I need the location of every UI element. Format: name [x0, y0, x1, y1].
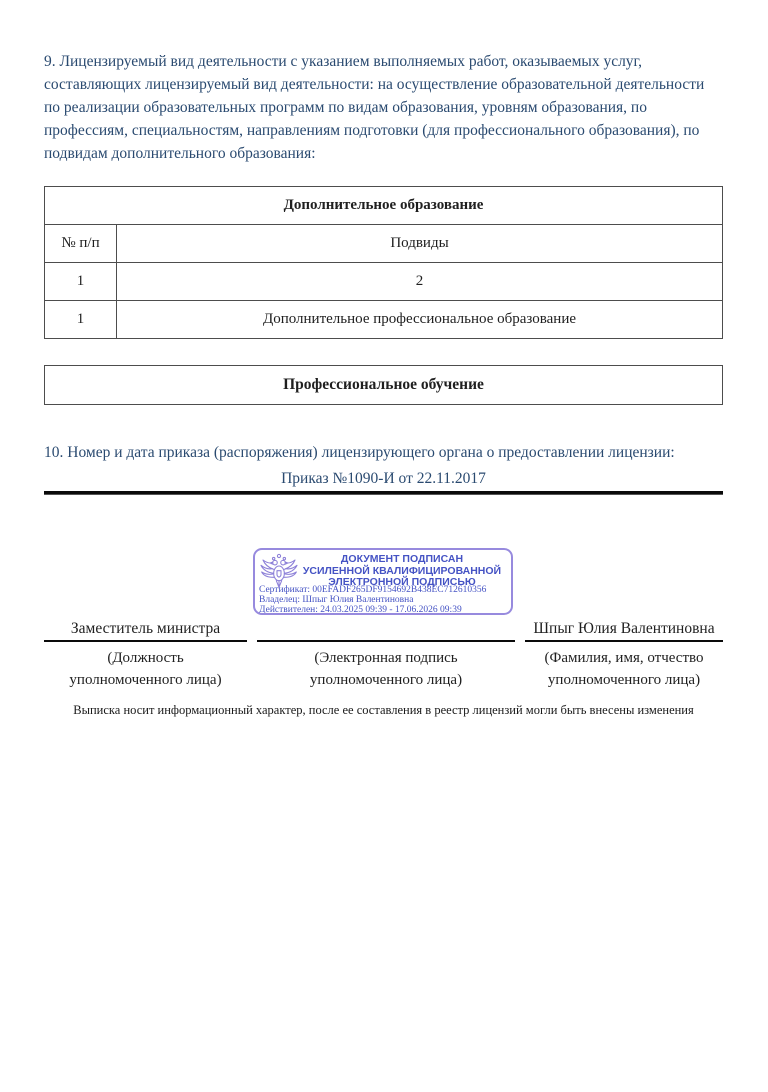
position-caption-line2: уполномоченного лица) — [69, 672, 222, 688]
esign-caption-line1: (Электронная подпись — [314, 650, 458, 666]
esign-value-empty — [257, 617, 515, 638]
education-table — [44, 186, 723, 339]
stamp-certificate-line: Сертификат: 00EFADF265DF9154692B438EC712610356 — [259, 585, 487, 595]
stamp-owner-line: Владелец: Шпыг Юлия Валентиновна — [259, 595, 414, 605]
position-value: Заместитель министра — [70, 620, 221, 637]
section-10-paragraph: 10. Номер и дата приказа (распоряжения) лицензирующего органа о предоставлении лицензии: — [44, 444, 675, 461]
signature-row — [44, 617, 723, 691]
table-row — [45, 187, 723, 225]
stamp-title-line1: ДОКУМЕНТ ПОДПИСАН — [340, 553, 464, 565]
stamp-title-line3: ЭЛЕКТРОННОЙ ПОДПИСЬЮ — [328, 576, 476, 588]
table-header-num: № п/п — [45, 225, 117, 263]
horizontal-rule — [44, 491, 723, 495]
professional-training-box: Профессиональное обучение — [44, 365, 723, 405]
signature-position-column — [44, 617, 247, 691]
signature-esign-column — [257, 617, 515, 691]
stamp-validity-line: Действителен: 24.03.2025 09:39 - 17.06.2026 09:39 — [259, 605, 462, 615]
table-row — [45, 225, 723, 263]
section-9-paragraph: 9. Лицензируемый вид деятельности с указанием выполняемых работ, оказываемых услуг, составляющих лицензируемый вид деятельности: на осуществление образовательной деятельности по реализации образовательных программ по видам образования, уровням образования, по профессиям, специальностям, направлениям подготовки (для профессионального образования), по подвидам дополнительного образования: — [44, 53, 705, 162]
signature-line — [525, 640, 723, 642]
position-caption-line1: (Должность — [107, 650, 184, 666]
stamp-title-line2: УСИЛЕННОЙ КВАЛИФИЦИРОВАННОЙ — [302, 564, 502, 577]
signature-line — [44, 640, 247, 642]
table-cell: 1 — [45, 301, 117, 339]
name-caption-line1: (Фамилия, имя, отчество — [544, 650, 704, 666]
esign-caption-line2: уполномоченного лица) — [309, 672, 463, 688]
table-header-subtypes: Подвиды — [117, 225, 723, 263]
signature-name-column — [525, 617, 723, 691]
table-cell: 1 — [45, 263, 117, 301]
name-caption-line2: уполномоченного лица) — [547, 672, 701, 688]
table-cell: 2 — [117, 263, 723, 301]
footer-disclaimer: Выписка носит информационный характер, после ее составления в реестр лицензий могли быть внесены изменения — [73, 703, 694, 717]
table-title-cell: Дополнительное образование — [45, 187, 723, 225]
table-cell: Дополнительное профессиональное образование — [117, 301, 723, 339]
name-value: Шпыг Юлия Валентиновна — [533, 620, 715, 637]
order-number-line: Приказ №1090-И от 22.11.2017 — [281, 470, 486, 487]
table-row — [45, 301, 723, 339]
stamp-details — [259, 585, 505, 615]
signature-line — [257, 640, 515, 642]
stamp-title — [299, 552, 505, 589]
table-row — [45, 263, 723, 301]
electronic-signature-stamp — [253, 548, 513, 615]
